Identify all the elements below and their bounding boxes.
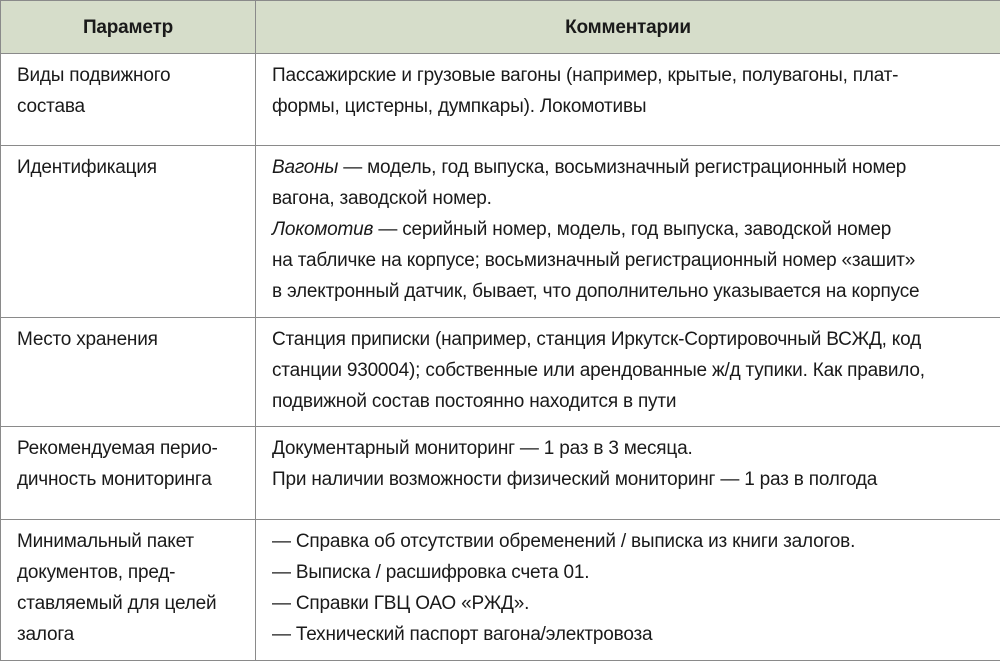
comment-line: формы, цистерны, думпкары). Локомотивы	[272, 91, 988, 122]
comment-line: на табличке на корпусе; восьмизначный регистрационный номер «зашит»	[272, 245, 988, 276]
comment-line: При наличии возможности физический мониторинг — 1 раз в полгода	[272, 464, 988, 495]
comment-line: — Технический паспорт вагона/электровоза	[272, 619, 988, 650]
comment-line: вагона, заводской номер.	[272, 183, 988, 214]
comment-line: подвижной состав постоянно находится в пути	[272, 386, 988, 417]
header-comments: Комментарии	[256, 1, 1000, 54]
param-line: Рекомендуемая перио-	[17, 433, 247, 464]
locomotive-term: Локомотив	[272, 219, 373, 240]
comment-line: Пассажирские и грузовые вагоны (например, крытые, полувагоны, плат-	[272, 60, 988, 91]
param-cell	[1, 318, 256, 427]
comment-line: — Справки ГВЦ ОАО «РЖД».	[272, 588, 988, 619]
param-cell	[1, 520, 256, 661]
comment-line	[272, 152, 988, 183]
param-line: Минимальный пакет	[17, 526, 247, 557]
comment-line	[272, 214, 988, 245]
param-cell	[1, 54, 256, 146]
wagon-term: Вагоны	[272, 157, 338, 178]
param-cell	[1, 146, 256, 318]
param-line: документов, пред-	[17, 557, 247, 588]
comment-line: станции 930004); собственные или арендованные ж/д тупики. Как правило,	[272, 355, 988, 386]
table-row	[1, 54, 1000, 146]
comment-cell	[256, 318, 1000, 427]
param-cell	[1, 427, 256, 520]
comment-cell	[256, 520, 1000, 661]
param-line: дичность мониторинга	[17, 464, 247, 495]
comment-line: Документарный мониторинг — 1 раз в 3 месяца.	[272, 433, 988, 464]
comment-cell	[256, 146, 1000, 318]
param-line: Место хранения	[17, 324, 247, 355]
param-line: ставляемый для целей	[17, 588, 247, 619]
comment-line: — Справка об отсутствии обременений / выписка из книги залогов.	[272, 526, 988, 557]
table-row	[1, 146, 1000, 318]
table-row	[1, 427, 1000, 520]
comment-cell	[256, 427, 1000, 520]
param-line: Идентификация	[17, 152, 247, 183]
comment-line: в электронный датчик, бывает, что дополнительно указывается на корпусе	[272, 276, 988, 307]
table-row	[1, 318, 1000, 427]
comment-cell	[256, 54, 1000, 146]
table-row	[1, 520, 1000, 661]
comment-line: — Выписка / расшифровка счета 01.	[272, 557, 988, 588]
comment-line: Станция приписки (например, станция Иркутск-Сортировочный ВСЖД, код	[272, 324, 988, 355]
param-line: залога	[17, 619, 247, 650]
header-parameter: Параметр	[1, 1, 256, 54]
param-line: Виды подвижного	[17, 60, 247, 91]
param-line: состава	[17, 91, 247, 122]
table-header-row	[1, 1, 1000, 54]
locomotive-text: — серийный номер, модель, год выпуска, заводской номер	[373, 219, 891, 240]
wagon-text: — модель, год выпуска, восьмизначный регистрационный номер	[338, 157, 906, 178]
